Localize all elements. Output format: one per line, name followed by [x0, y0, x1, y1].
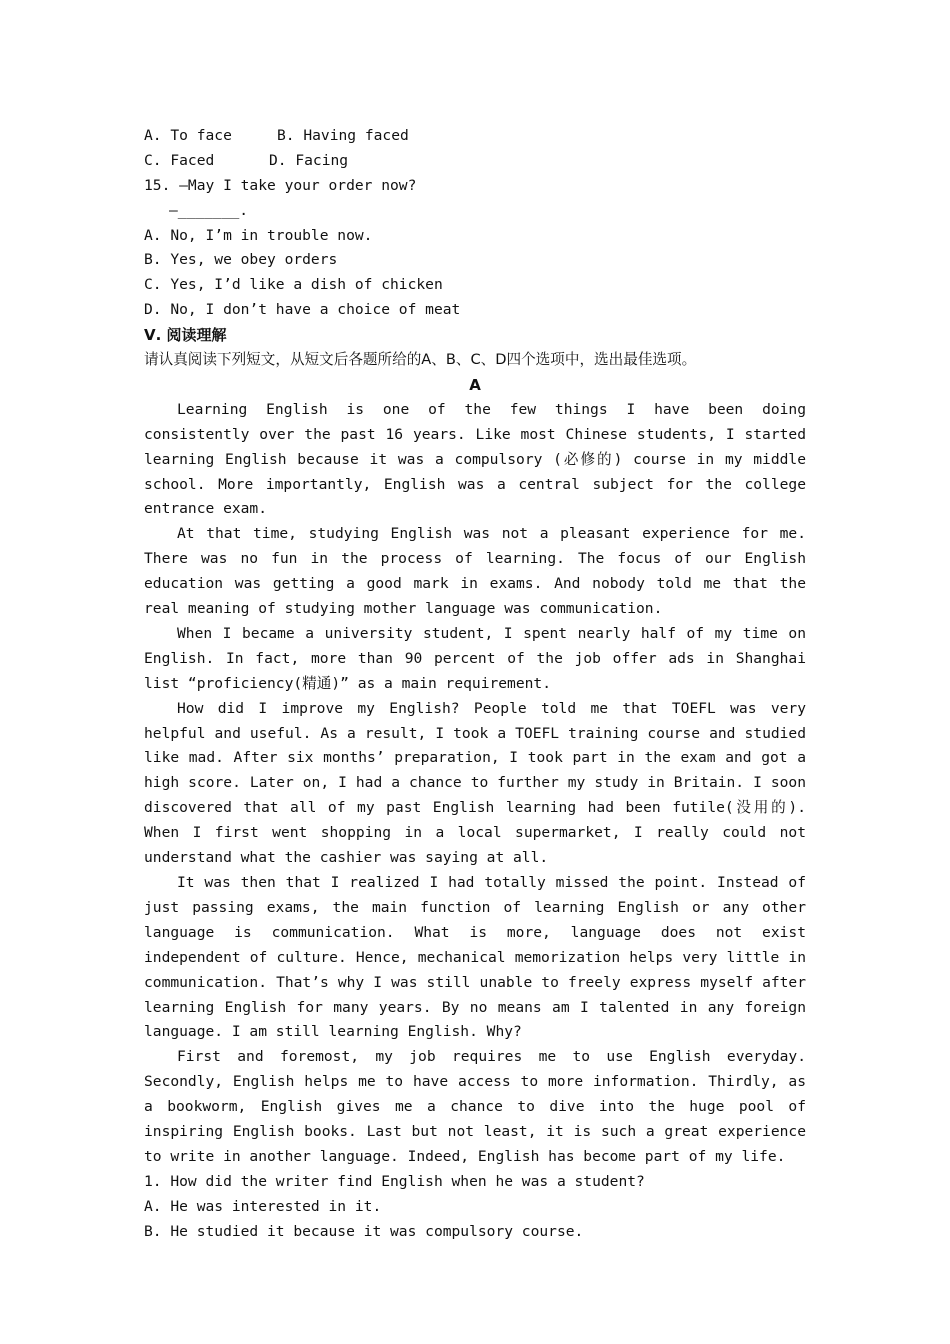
- q15-answer-line: —_______.: [169, 201, 249, 219]
- q15-option-a: A. No, I’m in trouble now.: [144, 226, 373, 244]
- question-1-option-a: A. He was interested in it.: [144, 1197, 382, 1215]
- q14-option-b: B. Having faced: [277, 127, 409, 144]
- passage-label: A: [469, 375, 481, 394]
- document-page: [144, 124, 806, 1245]
- question-1-option-b: B. He studied it because it was compulsory course.: [144, 1222, 584, 1240]
- passage-paragraph-3: When I became a university student, I spent nearly half of my time on English. In fact, more than 90 percent of the job offer ads in Shanghai list “proficiency(精通)” as a main requirement.: [144, 624, 806, 692]
- q15-option-b: B. Yes, we obey orders: [144, 251, 338, 269]
- passage-paragraph-6: First and foremost, my job requires me to use English everyday. Secondly, English helps me to have access to more information. Thirdly, as a bookworm, English gives me a chance to dive into the huge pool of inspiring English books. Last but not least, it is such a great experience to write in another language. Indeed, English has become part of my life.: [144, 1048, 806, 1165]
- passage-paragraph-5: It was then that I realized I had totally missed the point. Instead of just passing exams, the main function of learning English or any other language is communication. What is more, language does not exist independent of culture. Hence, mechanical memorization helps very little in communication. That’s why I was still unable to freely express myself after learning English for many years. By no means am I talented in any foreign language. I am still learning English. Why?: [144, 874, 806, 1041]
- passage-paragraph-2: At that time, studying English was not a pleasant experience for me. There was no fun in the process of learning. The focus of our English education was getting a good mark in exams. And nobody told me that the real meaning of studying mother language was communication.: [144, 525, 806, 618]
- passage-paragraph-1: Learning English is one of the few things I have been doing consistently over the past 16 years. Like most Chinese students, I started learning English because it was a compulsory (必修的) course in my middle school. More importantly, English was a central subject for the college entrance exam.: [144, 400, 806, 518]
- q14-option-d: D. Facing: [269, 151, 349, 169]
- q15-option-d: D. No, I don’t have a choice of meat: [144, 301, 461, 319]
- q14-option-a: A. To face: [144, 127, 232, 144]
- section-heading: Ⅴ. 阅读理解: [144, 326, 227, 345]
- q15-option-c: C. Yes, I’d like a dish of chicken: [144, 276, 443, 294]
- passage-paragraph-4: How did I improve my English? People told me that TOEFL was very helpful and useful. As a result, I took a TOEFL training course and studied like mad. After six months’ preparation, I took part in the exam and got a high score. Later on, I had a chance to further my study in Britain. I soon discovered that all of my past English learning had been futile(没用的). When I first went shopping in a local supermarket, I really could not understand what the cashier was saying at all.: [144, 699, 806, 867]
- question-1-stem: 1. How did the writer find English when he was a student?: [144, 1172, 645, 1190]
- q14-options-row-1: [144, 124, 806, 149]
- section-instruction: 请认真阅读下列短文，从短文后各题所给的A、B、C、D四个选项中，选出最佳选项。: [144, 351, 697, 369]
- q14-option-c: C. Faced: [144, 151, 215, 169]
- q14-options-row-2: [144, 149, 806, 174]
- q15-stem: 15. —May I take your order now?: [144, 176, 417, 194]
